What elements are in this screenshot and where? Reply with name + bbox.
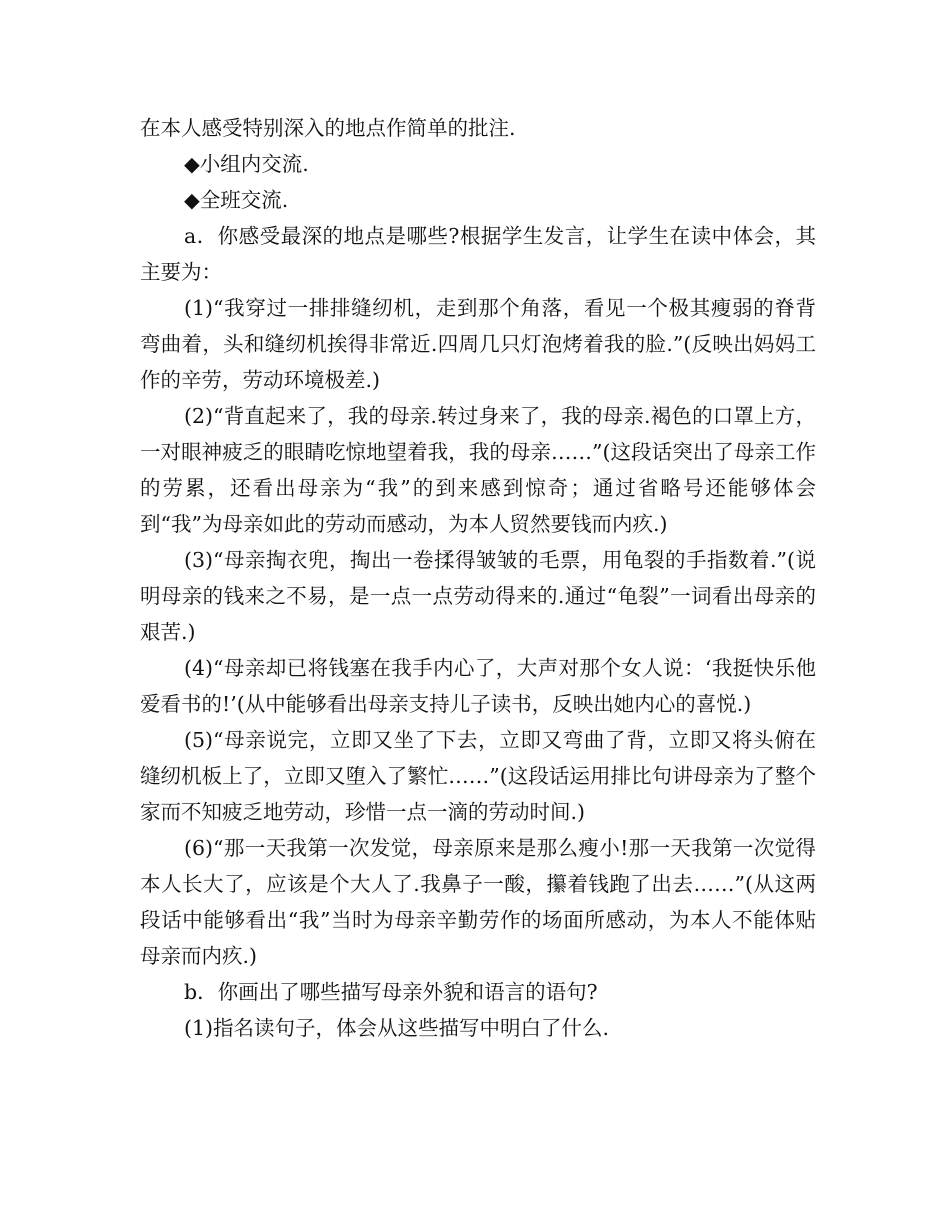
paragraph-question-a: a．你感受最深的地点是哪些?根据学生发言，让学生在读中体会，其主要为： [140, 224, 816, 284]
paragraph-group-discussion: ◆小组内交流. [184, 152, 309, 176]
paragraph-item-5: (5)“母亲说完，立即又坐了下去，立即又弯曲了背，立即又将头俯在缝纫机板上了，立即又堕入了繁忙……”(这段话运用排比句讲母亲为了整个家而不知疲乏地劳动，珍惜一点一滴的劳动时间.) [140, 728, 816, 824]
paragraph-b-item-1: (1)指名读句子，体会从这些描写中明白了什么. [184, 1016, 610, 1040]
paragraph-item-3: (3)“母亲掏衣兜，掏出一卷揉得皱皱的毛票，用龟裂的手指数着.”(说明母亲的钱来之不易，是一点一点劳动得来的.通过“龟裂”一词看出母亲的艰苦.) [140, 548, 816, 644]
paragraph-item-4: (4)“母亲却已将钱塞在我手内心了，大声对那个女人说：‘我挺快乐他爱看书的!’(从中能够看出母亲支持儿子读书，反映出她内心的喜悦.) [140, 656, 816, 716]
paragraph-annotation-instruction: 在本人感受特别深入的地点作简单的批注. [140, 116, 516, 140]
paragraph-question-b: b．你画出了哪些描写母亲外貌和语言的语句? [184, 980, 598, 1004]
paragraph-class-discussion: ◆全班交流. [184, 188, 289, 212]
paragraph-item-2: (2)“背直起来了，我的母亲.转过身来了，我的母亲.褐色的口罩上方，一对眼神疲乏的眼睛吃惊地望着我，我的母亲……”(这段话突出了母亲工作的劳累，还看出母亲为“我”的到来感到惊奇；通过省略号还能够体会到“我”为母亲如此的劳动而感动，为本人贸然要钱而内疚.) [140, 404, 816, 536]
paragraph-item-6: (6)“那一天我第一次发觉，母亲原来是那么瘦小!那一天我第一次觉得本人长大了，应该是个大人了.我鼻子一酸，攥着钱跑了出去……”(从这两段话中能够看出“我”当时为母亲辛勤劳作的场面所感动，为本人不能体贴母亲而内疚.) [140, 836, 816, 968]
document-body [140, 110, 816, 1046]
paragraph-item-1: (1)“我穿过一排排缝纫机，走到那个角落，看见一个极其瘦弱的脊背弯曲着，头和缝纫机挨得非常近.四周几只灯泡烤着我的脸.”(反映出妈妈工作的辛劳，劳动环境极差.) [140, 296, 816, 392]
